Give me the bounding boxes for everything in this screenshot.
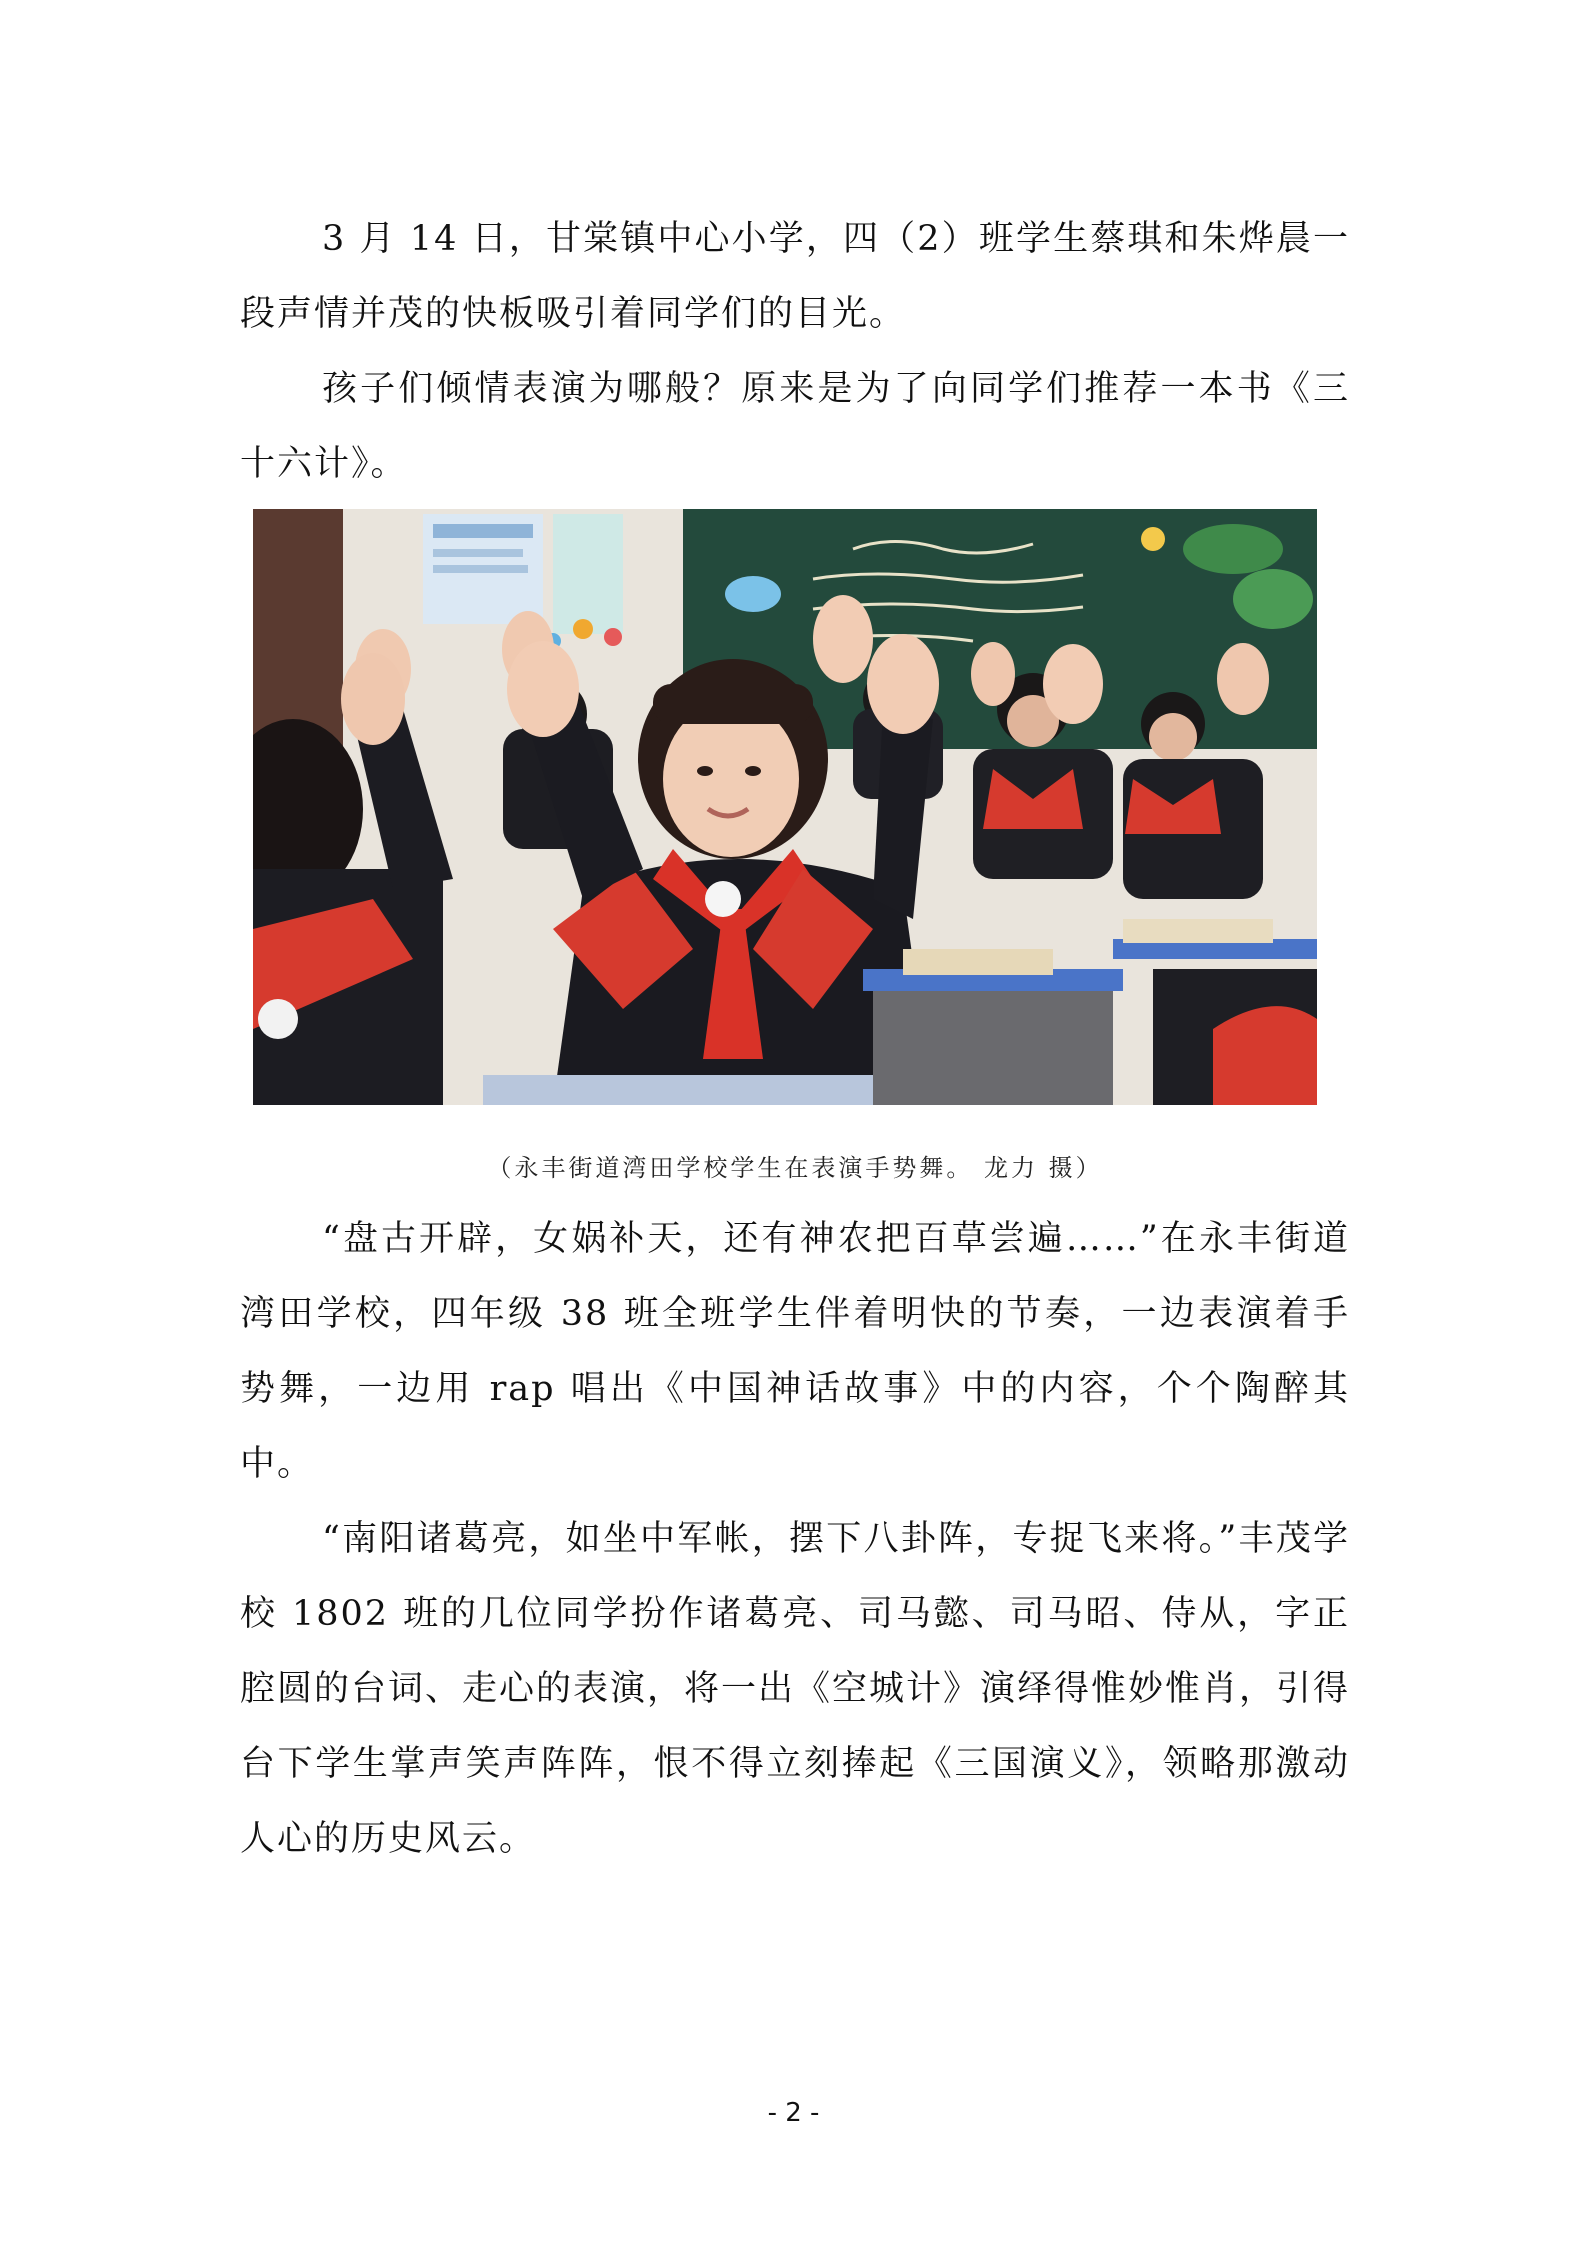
paragraph-1: 3 月 14 日，甘棠镇中心小学，四（2）班学生蔡琪和朱烨晨一段声情并茂的快板吸引着同学们的目光。 xyxy=(240,219,1350,334)
paragraph-2: 孩子们倾情表演为哪般？原来是为了向同学们推荐一本书《三十六计》。 xyxy=(240,369,1350,484)
paragraph-3: “盘古开辟，女娲补天，还有神农把百草尝遍……”在永丰街道湾田学校，四年级 38 班全班学生伴着明快的节奏，一边表演着手势舞，一边用 rap 唱出《中国神话故事》中的内容，个个陶醉其中。 xyxy=(240,1219,1350,1484)
photo-caption: （永丰街道湾田学校学生在表演手势舞。 龙力 摄） xyxy=(487,1154,1103,1182)
classroom-photo xyxy=(253,509,1317,1105)
page-number: - 2 - xyxy=(767,2098,820,2128)
paragraph-4: “南阳诸葛亮，如坐中军帐，摆下八卦阵，专捉飞来将。”丰茂学校 1802 班的几位同学扮作诸葛亮、司马懿、司马昭、侍从，字正腔圆的台词、走心的表演，将一出《空城计》演绎得惟妙惟肖，引得台下学生掌声笑声阵阵，恨不得立刻捧起《三国演义》，领略那激动人心的历史风云。 xyxy=(240,1519,1351,1859)
